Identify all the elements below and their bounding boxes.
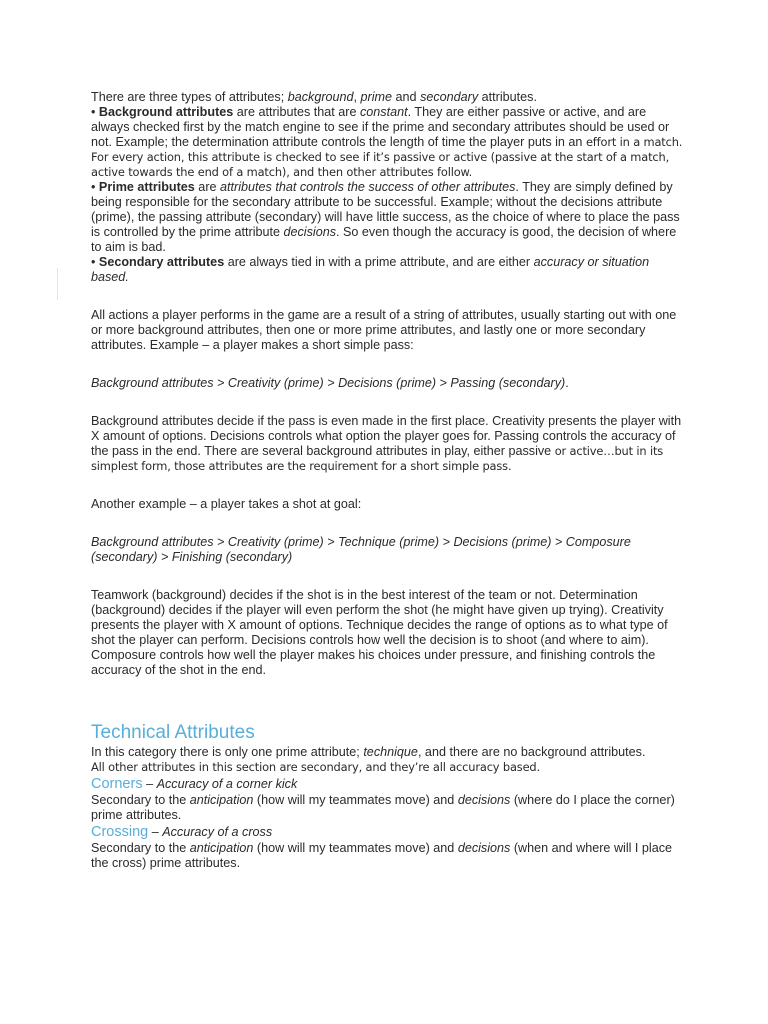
spacer	[91, 285, 686, 308]
pass-chain: Background attributes > Creativity (prime) > Decisions (prime) > Passing (secondary).	[91, 376, 569, 390]
bullet-secondary-attributes: • Secondary attributes are always tied in with a prime attribute, and are either accuracy or situation based.	[91, 255, 650, 284]
bullet-prime-attributes: • Prime attributes are attributes that controls the success of other attributes. They are simply defined by being responsible for the secondary attribute to be successful. Example; without the decisions attribute (prime), the passing attribute (secondary) will have little success, as the choice of where to place the pass is controlled by the prime attribute decisions. So even though the accuracy is good, the decision of where to aim is bad.	[91, 180, 680, 254]
actions-paragraph: All actions a player performs in the game are a result of a string of attributes, usually starting out with one or more background attributes, then one or more prime attributes, and lastly one or more secondary attributes. Example – a player makes a short simple pass:	[91, 308, 677, 352]
spacer	[91, 353, 686, 376]
shot-explanation: Teamwork (background) decides if the shot is in the best interest of the team or not. Determination (background) decides if the player will even perform the shot (he might have given up trying). Creativity presents the player with X amount of options. Technique decides the range of options as to what type of shot the player can perform. Decisions controls how well the decision is to shoot (and where to aim). Composure controls how well the player makes his choices under pressure, and finishing controls the accuracy of the shot in the end.	[91, 588, 668, 677]
crossing-description: Secondary to the anticipation (how will my teammates move) and decisions (when and where will I place the cross) prime attributes.	[91, 841, 673, 870]
spacer	[91, 678, 686, 721]
pass-explanation: Background attributes decide if the pass is even made in the first place. Creativity presents the player with X amount of options. Decisions controls what option the player goes for. Passing controls the accuracy of the pass in the end. There are several background attributes in play, either passive or active…but in its simplest form, those attributes are the requirement for a short simple pass.	[91, 414, 682, 473]
spacer	[91, 474, 686, 497]
corners-heading: Corners – Accuracy of a corner kick	[91, 776, 298, 792]
margin-rule	[57, 268, 58, 300]
technical-attributes-heading: Technical Attributes	[91, 722, 255, 743]
document-body	[91, 90, 686, 871]
spacer	[91, 565, 686, 588]
shot-chain: Background attributes > Creativity (prime) > Technique (prime) > Decisions (prime) > Composure (secondary) > Finishing (secondary)	[91, 535, 631, 564]
spacer	[91, 512, 686, 535]
crossing-heading: Crossing – Accuracy of a cross	[91, 824, 273, 840]
bullet-background-attributes: • Background attributes are attributes that are constant. They are either passive or active, and are always checked first by the match engine to see if the prime and secondary attributes should be used or not. Example; the determination attribute controls the length of time the player puts in an effort in a match. For every action, this attribute is checked to see if it’s passive or active (passive at the start of a match, active towards the end of a match), and then other attributes follow.	[91, 105, 683, 179]
intro-paragraph: There are three types of attributes; background, prime and secondary attributes.	[91, 90, 537, 104]
spacer	[91, 391, 686, 414]
corners-description: Secondary to the anticipation (how will my teammates move) and decisions (where do I place the corner) prime attributes.	[91, 793, 675, 822]
shot-intro: Another example – a player takes a shot at goal:	[91, 497, 362, 511]
technical-intro: In this category there is only one prime attribute; technique, and there are no background attributes. All other attributes in this section are secondary, and they’re all accuracy based.	[91, 745, 646, 774]
